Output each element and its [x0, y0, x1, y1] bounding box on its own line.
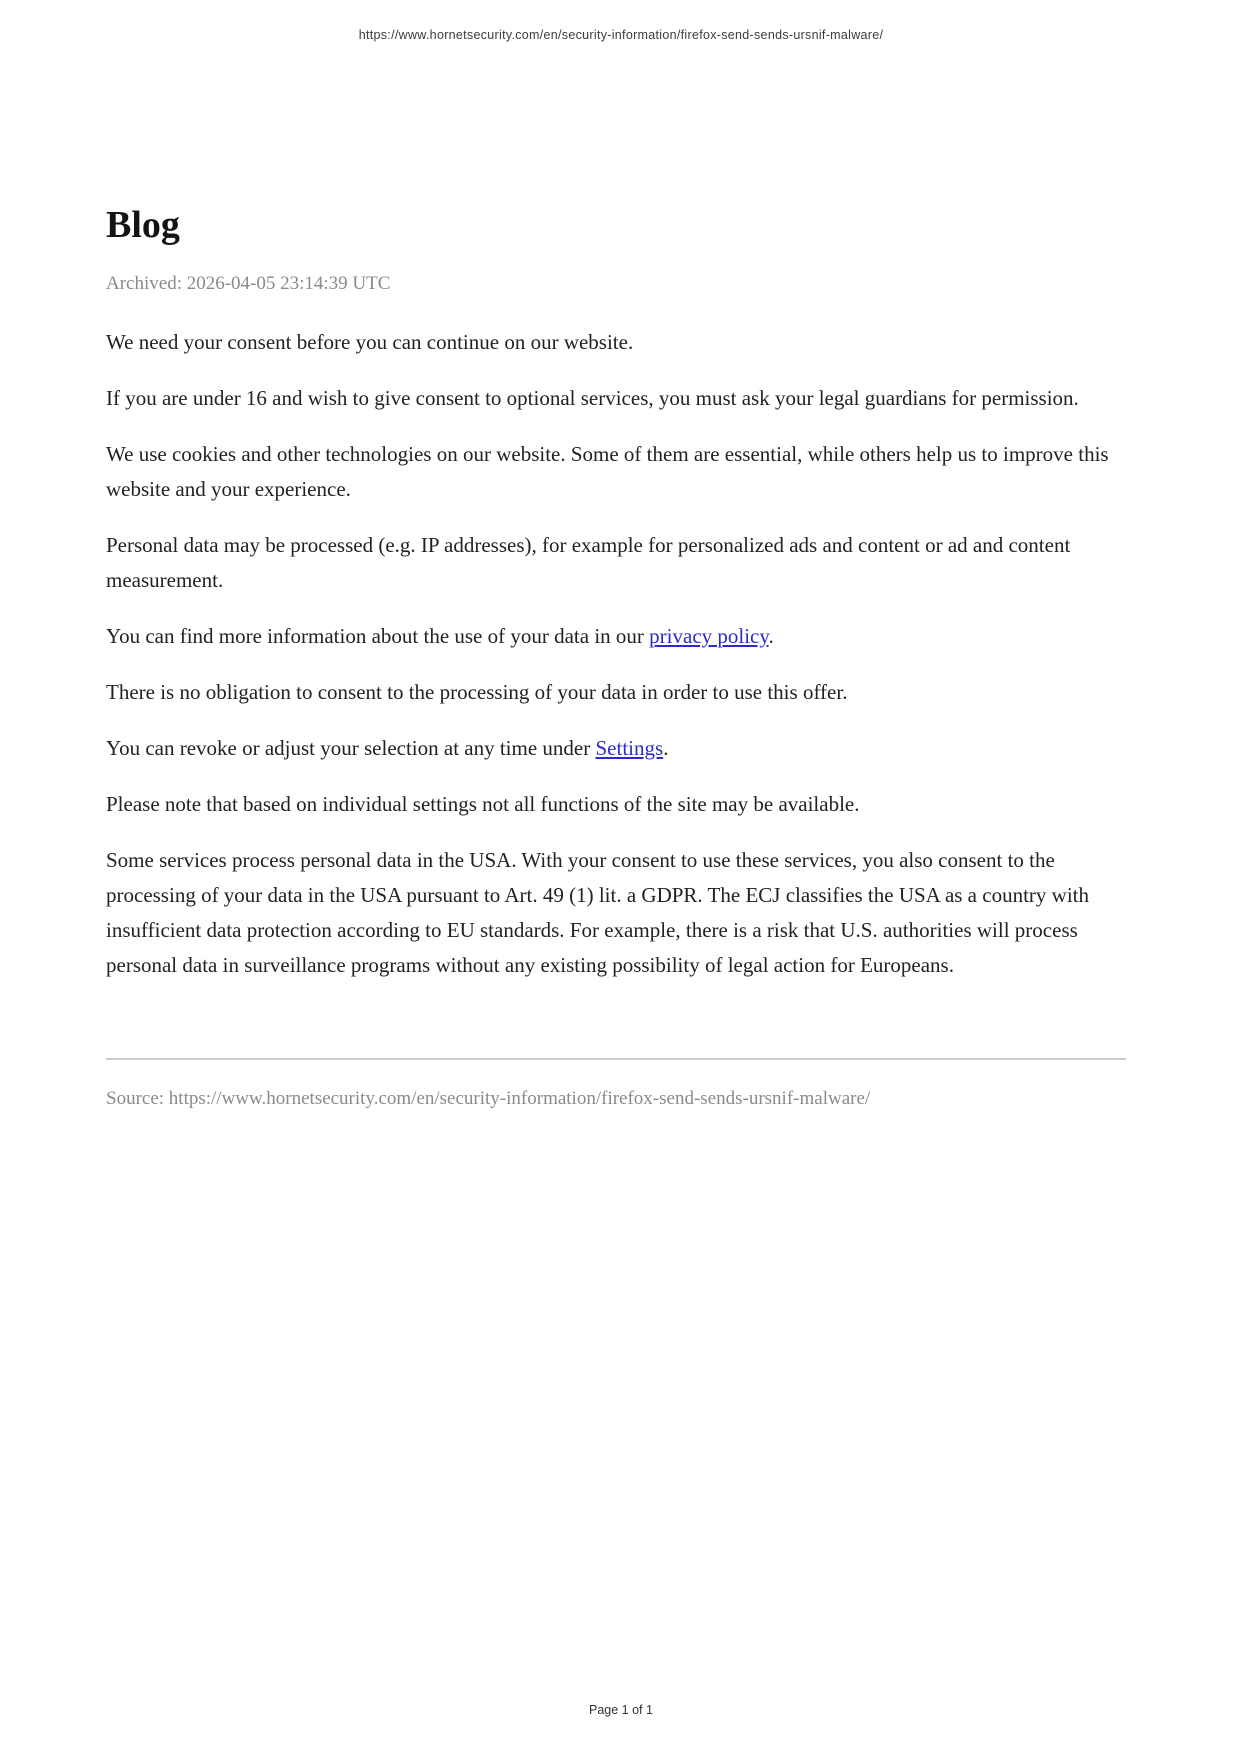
paragraph-text: You can revoke or adjust your selection at any time under	[106, 735, 596, 760]
settings-link[interactable]: Settings	[595, 735, 664, 760]
cookies-paragraph: We use cookies and other technologies on our website. Some of them are essential, while others help us to improve this website and your experience.	[106, 441, 1109, 501]
personal-data-paragraph: Personal data may be processed (e.g. IP addresses), for example for personalized ads and content or ad and content measurement.	[106, 532, 1071, 592]
page-number-footer: Page 1 of 1	[589, 1703, 653, 1717]
source-line: Source: https://www.hornetsecurity.com/en/security-information/firefox-send-sends-ursnif-malware/	[106, 1087, 871, 1109]
privacy-policy-paragraph	[106, 619, 1126, 654]
privacy-policy-link[interactable]: privacy policy	[649, 623, 769, 648]
article-title: Blog	[106, 204, 180, 246]
settings-note-paragraph: Please note that based on individual settings not all functions of the site may be available.	[106, 791, 860, 816]
article-body	[106, 325, 1126, 983]
usa-processing-paragraph: Some services process personal data in the USA. With your consent to use these services, you also consent to the processing of your data in the USA pursuant to Art. 49 (1) lit. a GDPR. The ECJ classifies the USA as a country with insufficient data protection according to EU standards. For example, there is a risk that U.S. authorities will process personal data in surveillance programs without any existing possibility of legal action for Europeans.	[106, 847, 1089, 977]
intro-paragraph: We need your consent before you can continue on our website.	[106, 329, 634, 354]
article-content	[106, 0, 1126, 1112]
minors-paragraph: If you are under 16 and wish to give consent to optional services, you must ask your legal guardians for permission.	[106, 385, 1079, 410]
revoke-selection-paragraph	[106, 731, 1126, 766]
page-url-header: https://www.hornetsecurity.com/en/security-information/firefox-send-sends-ursnif-malware/	[358, 28, 884, 42]
paragraph-text: You can find more information about the use of your data in our	[106, 623, 650, 648]
divider	[106, 1058, 1126, 1060]
paragraph-text: .	[663, 735, 669, 760]
archived-timestamp: Archived: 2026-04-05 23:14:39 UTC	[106, 272, 391, 294]
paragraph-text: .	[768, 623, 774, 648]
obligation-paragraph: There is no obligation to consent to the processing of your data in order to use this offer.	[106, 679, 848, 704]
